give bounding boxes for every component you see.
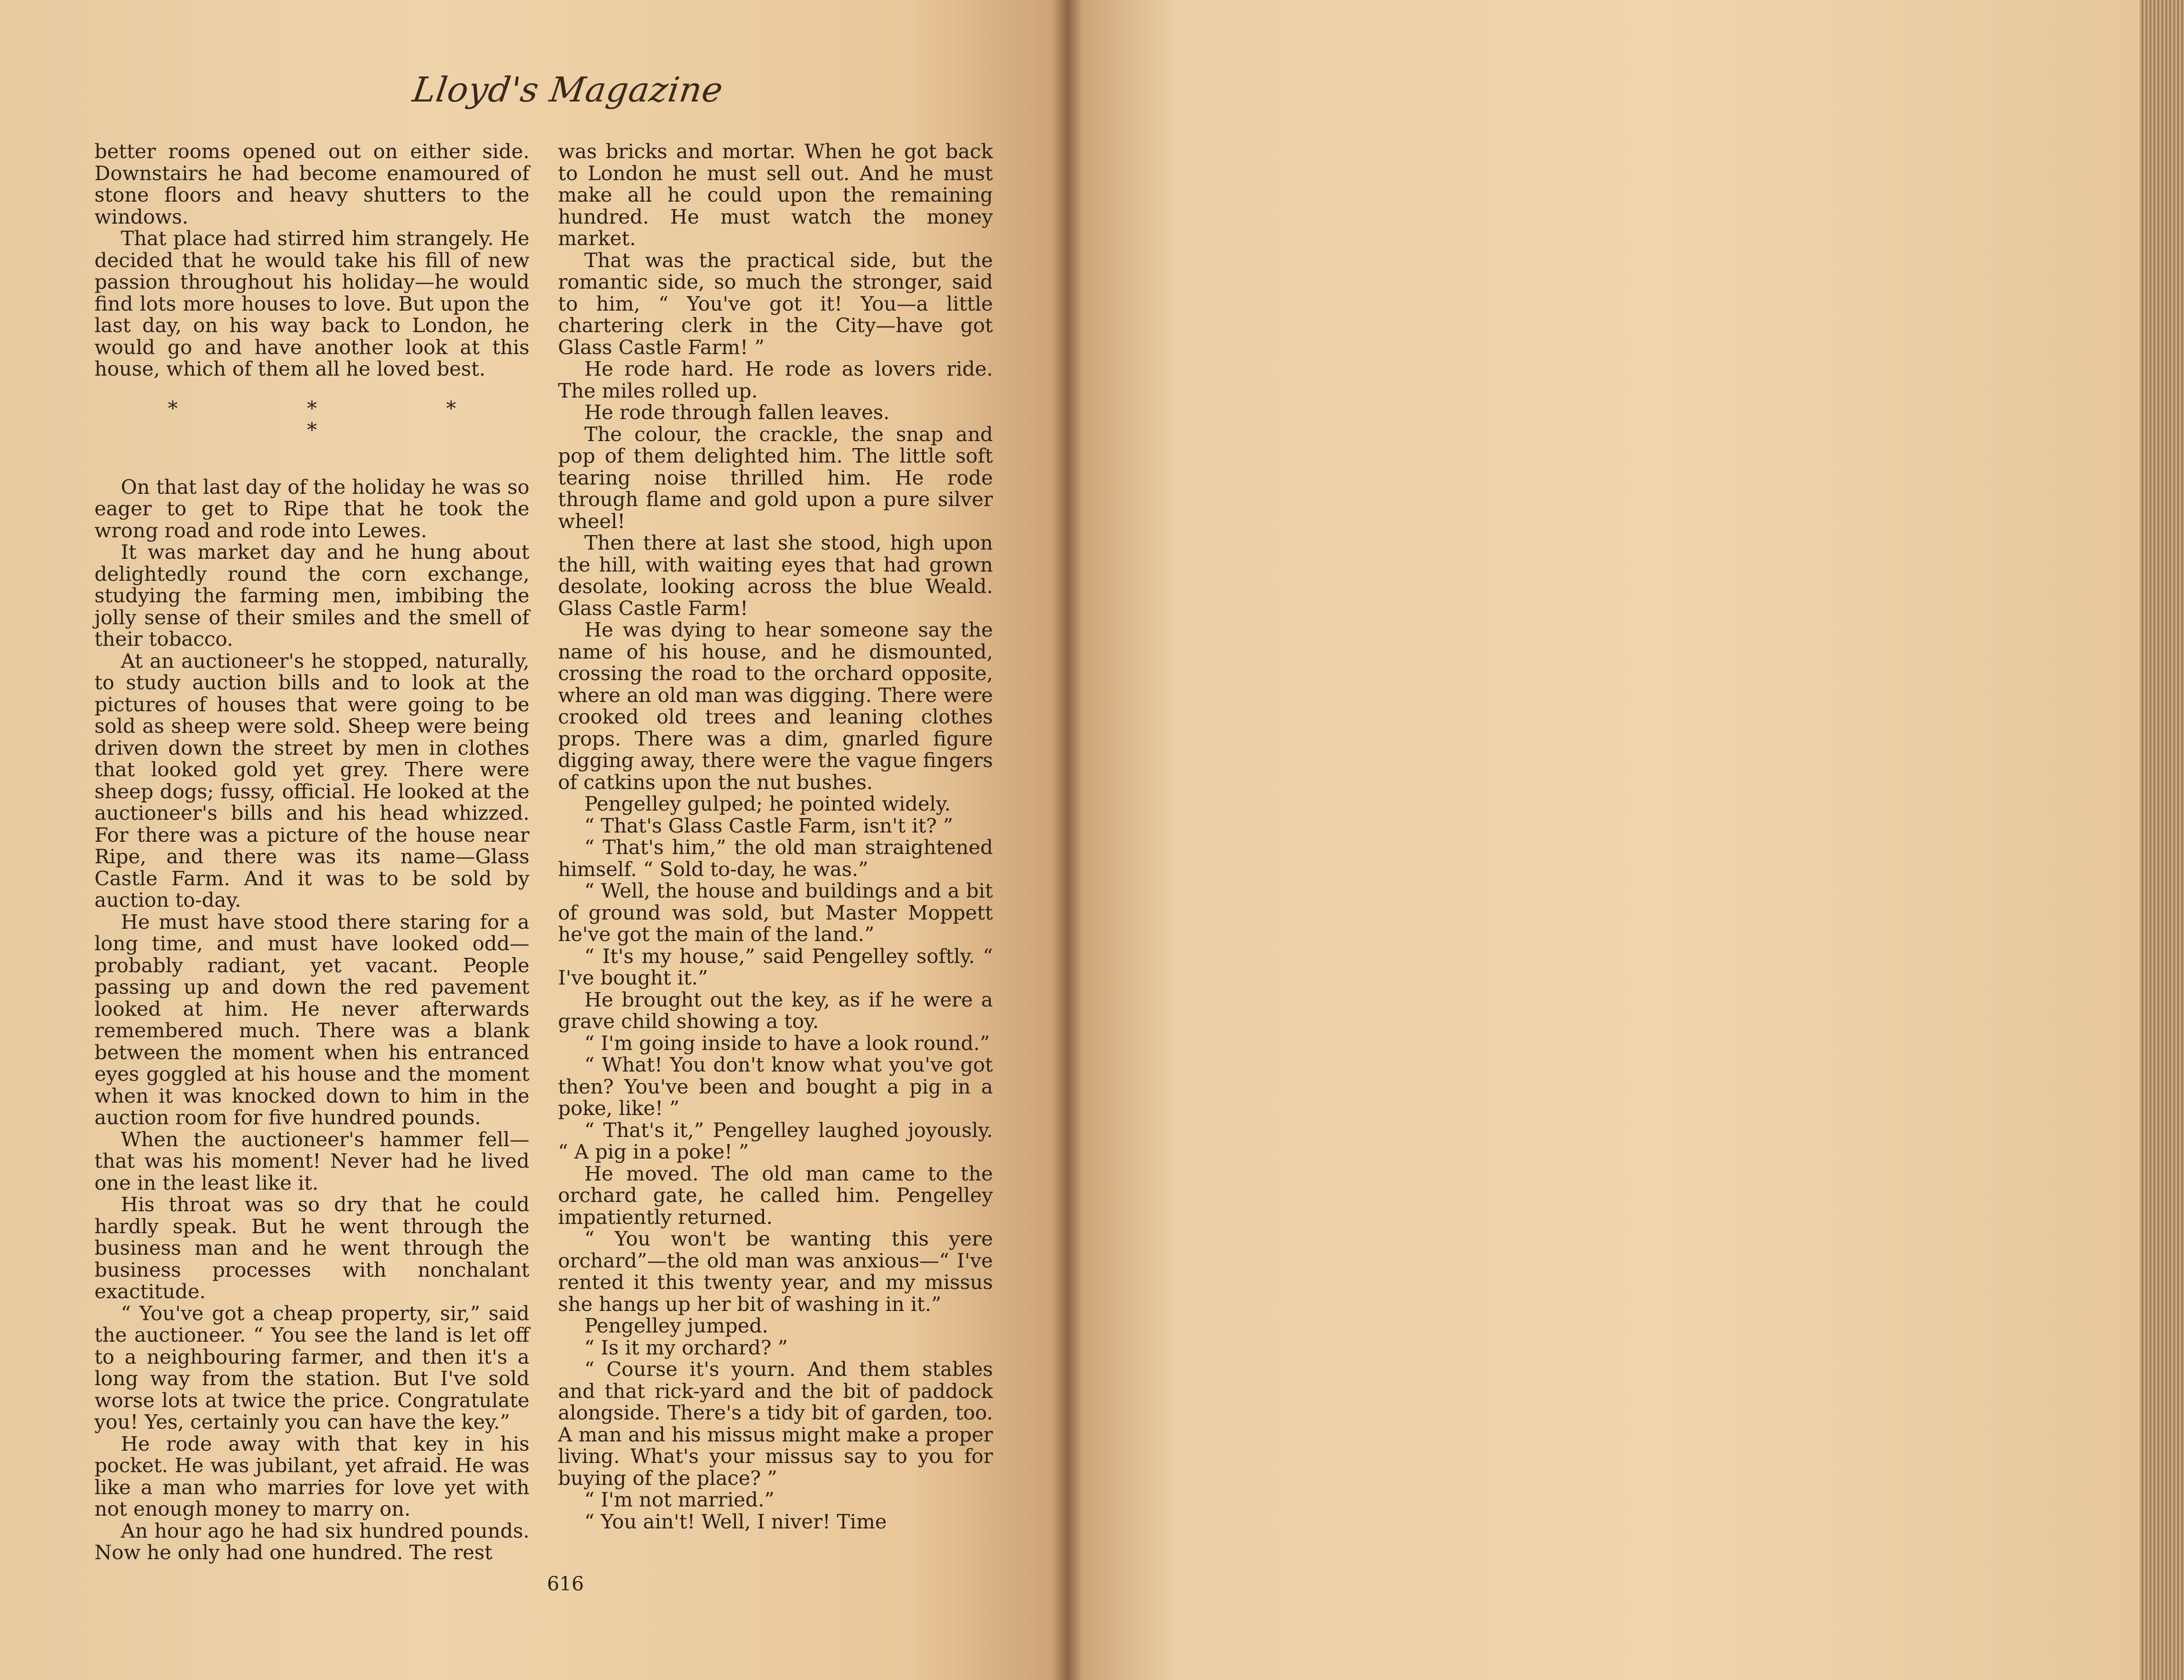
paragraph: “ Course it's yourn. And them stables and that rick-yard and the bit of paddock alongside. There's a tidy bit of garden, too. A man and his missus might make a proper living. What's your missus say to you for buying of the place? ” [558,1358,993,1490]
paragraph: He must have stood there staring for a long time, and must have looked odd—probably radiant, yet vacant. People passing up and down the red pavement looked at him. He never afterwards remembered much. There was a blank between the moment when his entranced eyes goggled at his house and the moment when it was knocked down to him in the auction room for five hundred pounds. [94,910,529,1129]
paragraph: His throat was so dry that he could hardly speak. But he went through the business man and he went through the business processes with nonchalant exactitude. [94,1193,529,1303]
paragraph: He rode through fallen leaves. [584,401,890,424]
paragraph: That was the practical side, but the romantic side, so much the stronger, said to him, “ You've got it! You—a little chartering clerk in the City—have got Glass Castle Farm! ” [558,248,993,359]
paragraph: He rode hard. He rode as lovers ride. The miles rolled up. [558,357,993,402]
paragraph: better rooms opened out on either side. Downstairs he had become enamoured of stone floors and heavy shutters to the windows. [94,140,529,228]
paragraph: An hour ago he had six hundred pounds. Now he only had one hundred. The rest [94,1519,529,1564]
paragraph: “ You ain't! Well, I niver! Time [584,1510,887,1533]
paragraph: “ I'm not married.” [584,1488,775,1511]
paragraph: “ It's my house,” said Pengelley softly. “ I've bought it.” [558,944,993,989]
paragraph: “ I'm going inside to have a look round.” [584,1031,990,1055]
paragraph: was bricks and mortar. When he got back to London he must sell out. And he must make all he could upon the remaining hundred. He must watch the money market. [558,140,993,250]
paragraph: He was dying to hear someone say the name of his house, and he dismounted, crossing the road to the orchard opposite, where an old man was digging. There were crooked old trees and leaning clothes props. There was a dim, gnarled figure digging away, there were the vague fingers of catkins upon the nut bushes. [558,618,993,794]
paragraph: “ That's Glass Castle Farm, isn't it? ” [584,814,953,837]
paragraph: Then there at last she stood, high upon the hill, with waiting eyes that had grown desolate, looking across the blue Weald. Glass Castle Farm! [558,531,993,620]
paragraph: At an auctioneer's he stopped, naturally, to study auction bills and to look at the pictures of houses that were going to be sold as sheep were sold. Sheep were being driven down the street by men in clothes that looked gold yet grey. There were sheep dogs; fussy, official. He looked at the auctioneer's bills and his head whizzed. For there was a picture of the house near Ripe, and there was its name—Glass Castle Farm. And it was to be sold by auction to-day. [94,649,529,912]
paragraph: He moved. The old man came to the orchard gate, he called him. Pengelley impatiently returned. [558,1162,993,1229]
paragraph: He brought out the key, as if he were a grave child showing a toy. [558,988,993,1033]
page-edges [2140,0,2184,1680]
paragraph: He rode away with that key in his pocket. He was jubilant, yet afraid. He was like a man who marries for love yet with not enough money to marry on. [94,1432,529,1521]
paragraph: “ Well, the house and buildings and a bit of ground was sold, but Master Moppett he've got the main of the land.” [558,879,993,946]
paragraph: “ That's it,” Pengelley laughed joyously. “ A pig in a poke! ” [558,1118,993,1163]
section-break: * * * * [167,396,518,442]
left-page-column-1 [94,141,529,1564]
book-gutter [1052,0,1083,1680]
paragraph: That place had stirred him strangely. He decided that he would take his fill of new passion throughout his holiday—he would find lots more houses to love. But upon the last day, on his way back to London, he would go and have another look at this house, which of them all he loved best. [94,227,529,380]
paragraph: “ Is it my orchard? ” [584,1336,788,1359]
paragraph: “ You won't be wanting this yere orchard”—the old man was anxious—“ I've rented it this twenty year, and my missus she hangs up her bit of washing in it.” [558,1227,993,1316]
paragraph: It was market day and he hung about delightedly round the corn exchange, studying the farming men, imbibing the jolly sense of their smiles and the smell of their tobacco. [94,540,529,651]
paragraph: “ What! You don't know what you've got then? You've been and bought a pig in a poke, like! ” [558,1053,993,1120]
paragraph: When the auctioneer's hammer fell—that was his moment! Never had he lived one in the least like it. [94,1127,529,1195]
paragraph: Pengelley gulped; he pointed widely. [584,792,951,815]
paragraph: On that last day of the holiday he was so eager to get to Ripe that he took the wrong road and rode into Lewes. [94,475,529,542]
paragraph: Pengelley jumped. [584,1314,768,1337]
right-page [1068,0,2140,1680]
page-number-left: 616 [547,1573,584,1595]
left-page [0,0,1068,1680]
paragraph: The colour, the crackle, the snap and pop of them delighted him. The little soft tearing noise thrilled him. He rode through flame and gold upon a pure silver wheel! [558,422,993,533]
paragraph: “ That's him,” the old man straightened himself. “ Sold to-day, he was.” [558,836,993,881]
running-head-left: Lloyd's Magazine [410,70,726,110]
left-page-column-2 [558,141,993,1532]
paragraph: “ You've got a cheap property, sir,” said the auctioneer. “ You see the land is let off to a neighbouring farmer, and then it's a long way from the station. But I've sold worse lots at twice the price. Congratulate you! Yes, certainly you can have the key.” [94,1301,529,1434]
